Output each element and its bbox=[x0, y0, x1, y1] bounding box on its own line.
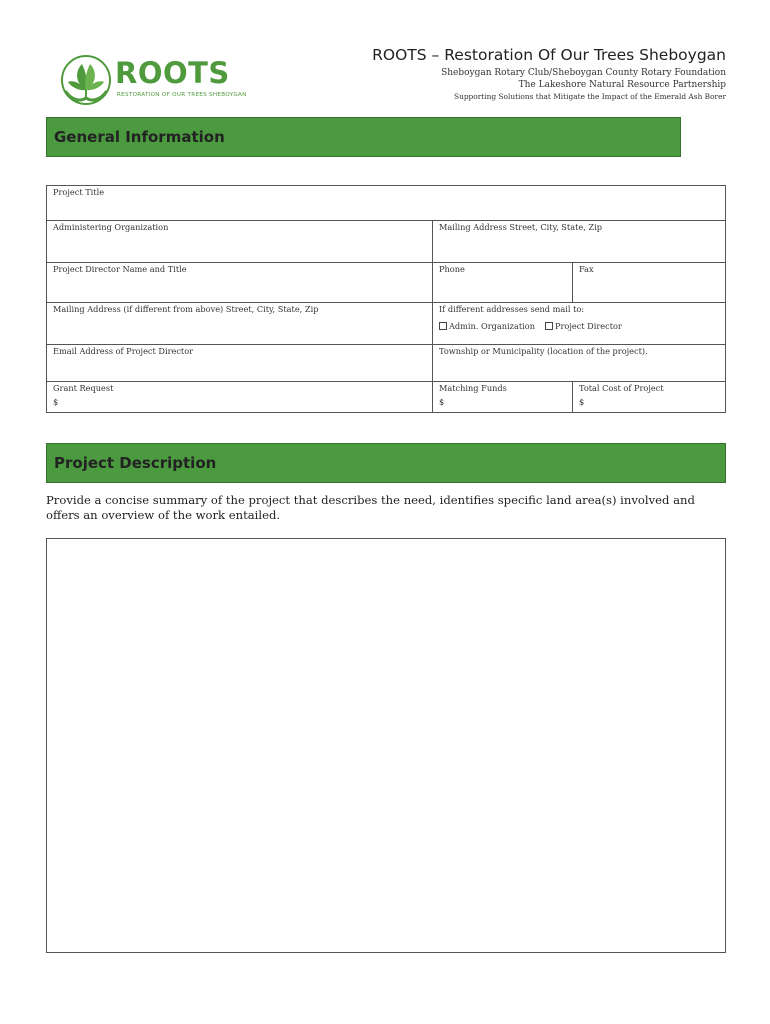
field-label: Email Address of Project Director bbox=[53, 346, 194, 356]
administering-organization-field[interactable] bbox=[47, 221, 432, 262]
fax-field[interactable] bbox=[572, 263, 725, 302]
header-line-2: The Lakeshore Natural Resource Partnership bbox=[518, 80, 726, 90]
field-label: Project Title bbox=[53, 187, 105, 197]
logo-wordmark: ROOTS bbox=[115, 56, 230, 90]
field-label: Project Director Name and Title bbox=[53, 264, 187, 274]
field-label: Administering Organization bbox=[53, 222, 169, 232]
form-row bbox=[47, 263, 725, 303]
send-mail-options bbox=[439, 321, 622, 331]
form-row bbox=[47, 186, 725, 221]
field-label: Matching Funds bbox=[439, 383, 507, 393]
field-label: Phone bbox=[439, 264, 465, 274]
matching-funds-field[interactable] bbox=[432, 382, 572, 413]
admin-organization-checkbox[interactable] bbox=[439, 322, 447, 330]
logo-subtitle: RESTORATION OF OUR TREES SHEBOYGAN bbox=[117, 92, 247, 98]
dollar-sign: $ bbox=[579, 397, 585, 407]
field-label: If different addresses send mail to: bbox=[439, 304, 585, 314]
dollar-sign: $ bbox=[439, 397, 445, 407]
form-row bbox=[47, 345, 725, 382]
project-director-checkbox[interactable] bbox=[545, 322, 553, 330]
total-cost-field[interactable] bbox=[572, 382, 725, 413]
field-label: Grant Request bbox=[53, 383, 114, 393]
checkbox-label: Admin. Organization bbox=[449, 321, 535, 331]
project-title-field[interactable] bbox=[47, 186, 725, 220]
mailing-address-field[interactable] bbox=[432, 221, 725, 262]
field-label: Township or Municipality (location of the project). bbox=[439, 346, 648, 356]
project-description-textarea[interactable] bbox=[46, 538, 726, 953]
form-row bbox=[47, 382, 725, 413]
form-row bbox=[47, 303, 725, 345]
document-title: ROOTS – Restoration Of Our Trees Sheboygan bbox=[372, 46, 726, 64]
section-general-information bbox=[46, 117, 681, 157]
header-line-3: Supporting Solutions that Mitigate the Impact of the Emerald Ash Borer bbox=[454, 92, 726, 101]
township-field[interactable] bbox=[432, 345, 725, 381]
checkbox-label: Project Director bbox=[554, 321, 622, 331]
general-information-form bbox=[46, 185, 726, 413]
email-field[interactable] bbox=[47, 345, 432, 381]
leaf-hands-icon bbox=[58, 54, 114, 106]
project-director-name-field[interactable] bbox=[47, 263, 432, 302]
phone-field[interactable] bbox=[432, 263, 572, 302]
field-label: Mailing Address (if different from above) Street, City, State, Zip bbox=[53, 304, 319, 314]
field-label: Fax bbox=[579, 264, 594, 274]
header-line-1: Sheboygan Rotary Club/Sheboygan County Rotary Foundation bbox=[441, 68, 726, 78]
field-label: Mailing Address Street, City, State, Zip bbox=[439, 222, 602, 232]
section-title: Project Description bbox=[54, 454, 217, 472]
field-label: Total Cost of Project bbox=[579, 383, 664, 393]
document-header bbox=[372, 46, 726, 103]
section-project-description bbox=[46, 443, 726, 483]
grant-request-field[interactable] bbox=[47, 382, 432, 413]
form-row bbox=[47, 221, 725, 263]
section-title: General Information bbox=[54, 128, 225, 146]
send-mail-to-field bbox=[432, 303, 725, 344]
alternate-mailing-address-field[interactable] bbox=[47, 303, 432, 344]
roots-logo bbox=[58, 54, 247, 106]
dollar-sign: $ bbox=[53, 397, 59, 407]
description-prompt: Provide a concise summary of the project that describes the need, identifies specific land area(s) involved and offers an overview of the work entailed. bbox=[46, 493, 695, 522]
